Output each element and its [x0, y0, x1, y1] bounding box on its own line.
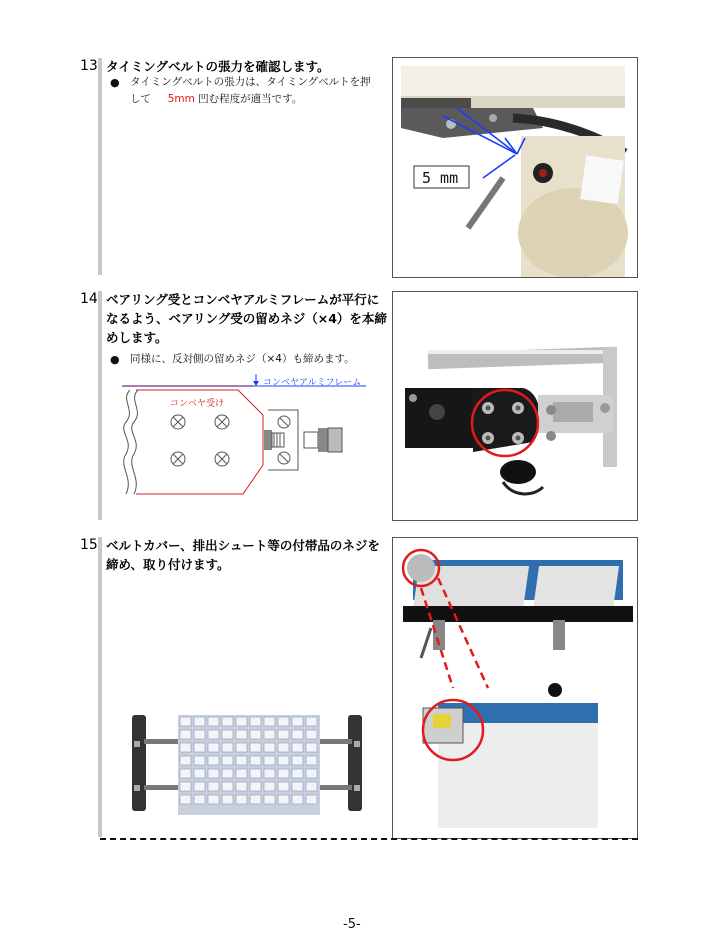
step-14-photo [392, 291, 638, 521]
bullet-line2-pre: して [130, 93, 151, 105]
step-15-title-line1: ベルトカバー、排出シュート等の付帯品のネジを [106, 538, 380, 553]
label-bearing-holder: コンベヤ受け [170, 399, 225, 409]
bullet-icon: ● [110, 76, 120, 89]
bullet-line2-post: 凹む程度が適当です。 [198, 93, 303, 105]
step-15-photo [392, 537, 638, 839]
step-13-side-bar [98, 58, 102, 275]
bearing-holder-photo [393, 292, 637, 520]
step-13-photo [392, 57, 638, 278]
step-14-title-line2: なるよう、ベアリング受の留めネジ（×4）を本締 [106, 311, 387, 326]
bullet-line2-value: 5mm [167, 93, 195, 105]
step-14-bullet: 同様に、反対側の留めネジ（×4）も締めます。 [130, 353, 355, 365]
step-14-title-line3: めします。 [106, 330, 168, 345]
step-15-title-line2: 締め、取り付けます。 [106, 557, 230, 572]
roller-plate-photo [130, 711, 366, 819]
step-13-title: タイミングベルトの張力を確認します。 [106, 59, 330, 74]
step-14-title-line1: ベアリング受とコンベヤアルミフレームが平行に [106, 292, 380, 307]
bullet-icon: ● [110, 353, 120, 366]
step-15-side-bar [98, 537, 102, 837]
step-13-bullet-line1: タイミングベルトの張力は、タイミングベルトを押 [130, 76, 371, 88]
step-15-number: 15 [80, 537, 98, 553]
bearing-diagram [108, 370, 373, 502]
step-14-side-bar [98, 291, 102, 520]
section-dashed-divider [100, 838, 638, 840]
conveyor-accessories-photo [393, 538, 637, 838]
step-13-number: 13 [80, 58, 98, 74]
photo-label-5mm: 5 mm [422, 169, 459, 187]
step-13-bullet-line2 [130, 91, 302, 108]
label-conveyor-frame: コンベヤアルミフレーム [263, 378, 362, 388]
page-number: -5- [343, 917, 361, 932]
belt-tension-photo [393, 58, 637, 277]
step-14-number: 14 [80, 291, 98, 307]
